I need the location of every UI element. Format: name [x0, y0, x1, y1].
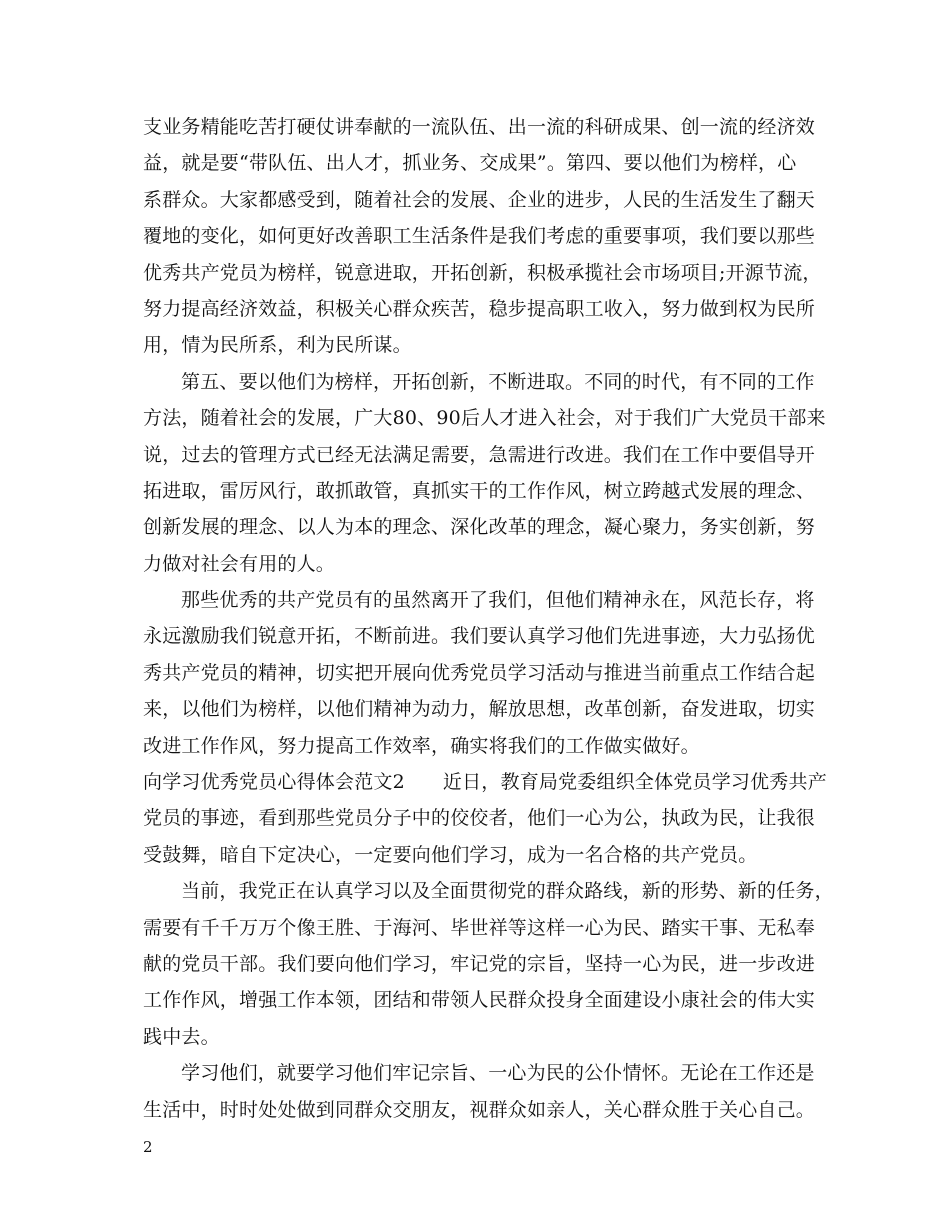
text-line: 支业务精能吃苦打硬仗讲奉献的一流队伍、出一流的科研成果、创一流的经济效	[143, 116, 816, 138]
text-line: 益，就是要“带队伍、出人才，抓业务、交成果”。第四、要以他们为榜样，心	[143, 152, 797, 175]
paragraph-first-line: 第五、要以他们为榜样，开拓创新，不断进取。不同的时代，有不同的工作	[181, 370, 815, 393]
text-line: 受鼓舞，暗自下定决心，一定要向他们学习，成为一名合格的共产党员。	[143, 843, 758, 866]
text-line: 说，过去的管理方式已经无法满足需要，急需进行改进。我们在工作中要倡导开	[143, 443, 816, 466]
paragraph-first-line: 那些优秀的共产党员有的虽然离开了我们，但他们精神永在，风范长存，将	[181, 589, 815, 612]
section-title-line	[143, 764, 827, 800]
page-number: 2	[143, 1138, 153, 1156]
text-line: 覆地的变化，如何更好改善职工生活条件是我们考虑的重要事项，我们要以那些	[143, 225, 816, 248]
text-line: 改进工作作风，努力提高工作效率，确实将我们的工作做实做好。	[143, 734, 700, 757]
text-line: 优秀共产党员为榜样，锐意进取，开拓创新，积极承揽社会市场项目;开源节流，	[143, 261, 822, 284]
paragraph-first-line: 当前，我党正在认真学习以及全面贯彻党的群众路线，新的形势、新的任务，	[181, 880, 834, 903]
text-line: 创新发展的理念、以人为本的理念、深化改革的理念，凝心聚力，务实创新，努	[143, 516, 816, 539]
text-line: 来，以他们为榜样，以他们精神为动力，解放思想，改革创新，奋发进取，切实	[143, 698, 816, 721]
text-line: 方法，随着社会的发展，广大80、90后人才进入社会，对于我们广大党员干部来	[143, 407, 826, 430]
text-line: 努力提高经济效益，积极关心群众疾苦，稳步提高职工收入，努力做到权为民所	[143, 297, 816, 320]
document-body	[143, 109, 834, 1128]
text-line: 需要有千千万万个像王胜、于海河、毕世祥等这样一心为民、踏实干事、无私奉	[143, 916, 816, 939]
section-title: 向学习优秀党员心得体会范文2	[143, 771, 405, 794]
text-line: 用，情为民所系，利为民所谋。	[143, 334, 412, 357]
text-line: 拓进取，雷厉风行，敢抓敢管，真抓实干的工作作风，树立跨越式发展的理念、	[143, 479, 816, 502]
text-line: 生活中，时时处处做到同群众交朋友，视群众如亲人，关心群众胜于关心自己。	[143, 1098, 816, 1121]
text-line: 工作作风，增强工作本领，团结和带领人民群众投身全面建设小康社会的伟大实	[143, 989, 816, 1012]
text-line: 系群众。大家都感受到，随着社会的发展、企业的进步，人民的生活发生了翻天	[143, 188, 816, 211]
text-line: 践中去。	[143, 1025, 220, 1048]
text-line: 献的党员干部。我们要向他们学习，牢记党的宗旨，坚持一心为民，进一步改进	[143, 952, 816, 975]
text-line: 力做对社会有用的人。	[143, 552, 336, 575]
paragraph-first-line: 学习他们，就要学习他们牢记宗旨、一心为民的公仆情怀。无论在工作还是	[181, 1062, 815, 1085]
section-intro-text: 近日，教育局党委组织全体党员学习优秀共产	[442, 771, 827, 794]
text-line: 秀共产党员的精神，切实把开展向优秀党员学习活动与推进当前重点工作结合起	[143, 661, 816, 684]
text-line: 永远激励我们锐意开拓，不断前进。我们要认真学习他们先进事迹，大力弘扬优	[143, 625, 816, 648]
text-line: 党员的事迹，看到那些党员分子中的佼佼者，他们一心为公，执政为民，让我很	[143, 807, 816, 830]
